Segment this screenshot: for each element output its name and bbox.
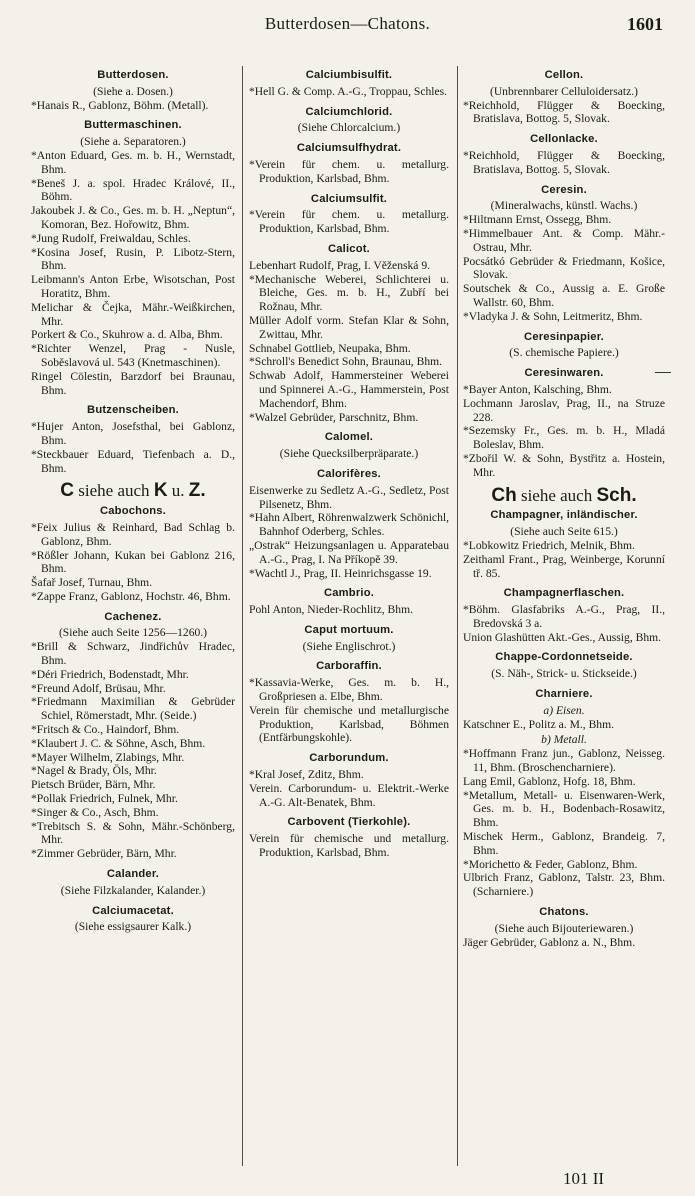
firm-entry: *Mayer Wilhelm, Zlabings, Mhr. [31, 750, 185, 764]
firm-entry: *Verein für chem. u. metallurg. Produktion, Karlsbad, Bhm. [249, 208, 449, 236]
see-also-note: (Unbrennbarer Celluloidersatz.) [489, 84, 639, 98]
firm-entry: *Hanais R., Gablonz, Böhm. (Metall). [31, 98, 209, 112]
firm-entry: Pohl Anton, Nieder-Rochlitz, Bhm. [249, 603, 413, 617]
firm-entry: Lochmann Jaroslav, Prag, II., na Struze 228. [463, 396, 665, 424]
firm-entry: Verein für chemische und metallurg. Produktion, Karlsbad, Bhm. [249, 832, 449, 860]
firm-entry: Mischek Herm., Gablonz, Brandeig. 7, Bhm. [463, 830, 665, 857]
banner-part: Ch [491, 484, 517, 506]
category-heading: Calciumchlorid. [305, 105, 393, 118]
firm-entry: *Metallum, Metall- u. Eisenwaren-Werk, Ges. m. b. H., Bodenbach-Rosawitz, Bhm. [463, 788, 665, 830]
see-also-note: (Siehe auch Bijouteriewaren.) [494, 921, 634, 935]
banner-part: u. [171, 481, 185, 501]
category-heading: Cellon. [544, 69, 584, 81]
cross-reference-banner [463, 484, 665, 506]
firm-entry: *Bayer Anton, Kalsching, Bhm. [463, 382, 612, 396]
category-heading: Caput mortuum. [304, 623, 394, 636]
category-heading: Cellonlacke. [530, 133, 598, 146]
firm-entry: Lang Emil, Gablonz, Hofg. 18, Bhm. [463, 774, 636, 788]
firm-entry: *Freund Adolf, Brüsau, Mhr. [31, 681, 166, 695]
banner-part: siehe auch [78, 481, 150, 501]
see-also-note: (S. chemische Papiere.) [509, 346, 619, 360]
firm-entry: Soutschek & Co., Aussig a. E. Große Wallstr. 60, Bhm. [463, 282, 665, 309]
column-3 [463, 62, 665, 1167]
firm-entry: Šafař Josef, Turnau, Bhm. [31, 576, 153, 590]
category-heading: Carbovent (Tierkohle). [287, 816, 411, 829]
category-heading: Ceresinwaren. [524, 367, 604, 380]
firm-entry: Verein. Carborundum- u. Elektrit.-Werke A.-G. Alt-Benatek, Bhm. [249, 781, 449, 809]
column-1 [31, 62, 235, 1167]
firm-entry: *Zimmer Gebrüder, Bärn, Mhr. [31, 847, 177, 861]
category-heading: Carboraffin. [316, 660, 382, 673]
firm-entry: *Schroll's Benedict Sohn, Braunau, Bhm. [249, 355, 443, 369]
directory-columns [31, 62, 665, 1172]
category-heading: Buttermaschinen. [84, 119, 182, 132]
firm-entry: „Ostrak“ Heizungsanlagen u. Apparatebau A.-G., Prag, I. Na Příkopě 39. [249, 538, 449, 566]
firm-entry: *Friedmann Maximilian & Gebrüder Schiel, Römerstadt, Mhr. (Seide.) [31, 695, 235, 723]
category-heading: Butzenscheiben. [87, 404, 179, 417]
firm-entry: Schwab Adolf, Hammersteiner Weberei und Spinnerei A.-G., Hammerstein, Post Machendorf, Bhm. [249, 369, 449, 410]
firm-entry: *Kosina Josef, Rusin, P. Libotz-Stern, Bhm. [31, 245, 235, 273]
firm-entry: Müller Adolf vorm. Stefan Klar & Sohn, Zwittau, Mhr. [249, 313, 449, 341]
running-title: Butterdosen—Chatons. [264, 14, 431, 33]
see-also-note: (S. Näh-, Strick- u. Stickseide.) [491, 667, 637, 681]
see-also-note: (Mineralwachs, künstl. Wachs.) [490, 199, 638, 213]
firm-entry: Melichar & Čejka, Mähr.-Weißkirchen, Mhr. [31, 300, 235, 328]
banner-part: Sch. [596, 484, 637, 506]
category-heading: Champagner, inländischer. [490, 509, 638, 522]
see-also-note: (Siehe Chlorcalcium.) [297, 121, 401, 135]
page-header [0, 14, 695, 40]
category-heading: Calander. [106, 868, 160, 881]
firm-entry: Schnabel Gottlieb, Neupaka, Bhm. [249, 341, 411, 355]
firm-entry: *Fritsch & Co., Haindorf, Bhm. [31, 723, 180, 737]
firm-entry: *Anton Eduard, Ges. m. b. H., Wernstadt, Bhm. [31, 148, 235, 176]
see-also-note: (Siehe Englischrot.) [302, 639, 396, 653]
firm-entry: *Rößler Johann, Kukan bei Gablonz 216, Bhm. [31, 548, 235, 576]
subcategory-label: b) Metall. [541, 733, 587, 747]
firm-entry: *Brill & Schwarz, Jindřichův Hradec, Bhm. [31, 640, 235, 668]
sheet-signature: 101 II [563, 1169, 605, 1188]
firm-entry: *Déri Friedrich, Bodenstadt, Mhr. [31, 667, 189, 681]
firm-entry: *Hiltmann Ernst, Ossegg, Bhm. [463, 213, 612, 227]
category-heading: Butterdosen. [97, 69, 169, 81]
see-also-note: (Siehe essigsaurer Kalk.) [74, 920, 192, 934]
category-heading: Carborundum. [309, 752, 389, 765]
category-heading: Cachenez. [104, 610, 162, 623]
category-heading: Cambrio. [323, 587, 375, 600]
category-heading: Cabochons. [99, 505, 167, 518]
category-heading: Calomel. [324, 431, 374, 444]
firm-entry: *Böhm. Glasfabriks A.-G., Prag, II., Bredovská 3 a. [463, 603, 665, 630]
banner-part: C [60, 480, 75, 502]
firm-entry: *Pollak Friedrich, Fulnek, Mhr. [31, 792, 178, 806]
see-also-note: (Siehe auch Seite 1256—1260.) [58, 626, 208, 640]
firm-entry: Lebenhart Rudolf, Prag, I. Věženská 9. [249, 258, 431, 272]
subcategory-label: a) Eisen. [543, 703, 585, 717]
firm-entry: Leibmann's Anton Erbe, Wisotschan, Post Horatitz, Bhm. [31, 273, 235, 300]
firm-entry: *Beneš J. a. spol. Hradec Králové, II., Böhm. [31, 176, 235, 204]
firm-entry: *Vladyka J. & Sohn, Leitmeritz, Bhm. [463, 309, 643, 323]
category-heading: Charniere. [535, 688, 593, 701]
firm-entry: *Hahn Albert, Röhrenwalzwerk Schönichl, Bahnhof Oderberg, Schles. [249, 511, 449, 539]
see-also-note: (Siehe auch Seite 615.) [510, 525, 618, 539]
see-also-note: (Siehe Quecksilberpräparate.) [279, 447, 419, 461]
firm-entry: *Lobkowitz Friedrich, Melnik, Bhm. [463, 538, 635, 552]
firm-entry: *Sezemsky Fr., Ges. m. b. H., Mladá Boleslav, Bhm. [463, 424, 665, 452]
category-heading: Calicot. [327, 242, 370, 255]
firm-entry: *Klaubert J. C. & Söhne, Asch, Bhm. [31, 736, 206, 750]
firm-entry: Pocsátkó Gebrüder & Friedmann, Košice, Slovak. [463, 254, 665, 282]
firm-entry: *Verein für chem. u. metallurg. Produktion, Karlsbad, Bhm. [249, 157, 449, 185]
firm-entry: Jakoubek J. & Co., Ges. m. b. H. „Neptun“, Komoran, Bez. Hořowitz, Bhm. [31, 204, 235, 231]
firm-entry: *Hujer Anton, Josefsthal, bei Gablonz, Bhm. [31, 420, 235, 447]
see-also-note: (Siehe a. Dosen.) [93, 84, 173, 98]
firm-entry: *Jung Rudolf, Freiwaldau, Schles. [31, 231, 191, 245]
firm-entry: *Feix Julius & Reinhard, Bad Schlag b. Gablonz, Bhm. [31, 520, 235, 548]
firm-entry: *Walzel Gebrüder, Parschnitz, Bhm. [249, 410, 419, 424]
page-number: 1601 [627, 14, 663, 34]
firm-entry: Ulbrich Franz, Gablonz, Talstr. 23, Bhm. (Scharniere.) [463, 871, 665, 899]
category-heading: Calorifères. [317, 467, 381, 480]
firm-entry: *Himmelbauer Ant. & Comp. Mähr.-Ostrau, Mhr. [463, 226, 665, 254]
firm-entry: *Nagel & Brady, Öls, Mhr. [31, 764, 157, 778]
banner-part: K [153, 480, 168, 502]
firm-entry: *Wachtl J., Prag, II. Heinrichsgasse 19. [249, 566, 432, 580]
firm-entry: Porkert & Co., Skuhrow a. d. Alba, Bhm. [31, 328, 223, 342]
banner-part: Z. [188, 480, 206, 502]
firm-entry: *Kral Josef, Zditz, Bhm. [249, 768, 364, 782]
firm-entry: Katschner E., Politz a. M., Bhm. [463, 717, 615, 731]
firm-entry: *Trebitsch S. & Sohn, Mähr.-Schönberg, Mhr. [31, 819, 235, 847]
firm-entry: *Zappe Franz, Gablonz, Hochstr. 46, Bhm. [31, 589, 231, 603]
category-heading: Calciumacetat. [92, 904, 174, 917]
firm-entry: *Mechanische Weberei, Schlichterei u. Bleiche, Ges. m. b. H., Zubří bei Rožnau, Mhr. [249, 272, 449, 314]
see-also-note: (Siehe a. Separatoren.) [80, 135, 186, 149]
firm-entry: *Richter Wenzel, Prag - Nusle, Soběslavová ul. 543 (Knetmaschinen). [31, 342, 235, 369]
category-heading: Champagnerflaschen. [503, 587, 625, 600]
firm-entry: Zeithaml Frant., Prag, Weinberge, Korunní tř. 85. [463, 552, 665, 580]
category-heading: Chappe-Cordonnetseide. [495, 651, 633, 664]
column-2 [249, 62, 449, 1167]
firm-entry: *Reichhold, Flügger & Boecking, Bratislava, Bottog. 5, Slovak. [463, 98, 665, 126]
firm-entry: *Morichetto & Feder, Gablonz, Bhm. [463, 857, 638, 871]
firm-entry: *Reichhold, Flügger & Boecking, Bratislava, Bottog. 5, Slovak. [463, 148, 665, 176]
see-also-note: (Siehe Filzkalander, Kalander.) [60, 883, 206, 897]
firm-entry: Ringel Cölestin, Barzdorf bei Braunau, Bhm. [31, 369, 235, 397]
firm-entry: Union Glashütten Akt.-Ges., Aussig, Bhm. [463, 630, 662, 644]
category-heading: Calciumsulfhydrat. [296, 142, 402, 155]
firm-entry: Verein für chemische und metallurgische Produktion, Karlsbad, Böhmen (Entfärbungskohle). [249, 703, 449, 745]
firm-entry: *Singer & Co., Asch, Bhm. [31, 805, 159, 819]
firm-entry: *Zbořil W. & Sohn, Bystřitz a. Hostein, Mhr. [463, 451, 665, 479]
category-heading: Ceresinpapier. [524, 330, 604, 343]
banner-part: siehe auch [520, 485, 593, 505]
category-heading: Calciumbisulfit. [305, 69, 393, 81]
cross-reference-banner [31, 480, 235, 502]
firm-entry: *Hoffmann Franz jun., Gablonz, Neisseg. 11, Bhm. (Broschencharniere). [463, 747, 665, 775]
firm-entry: Eisenwerke zu Sedletz A.-G., Sedletz, Post Pilsenetz, Bhm. [249, 483, 449, 511]
firm-entry: Pietsch Brüder, Bärn, Mhr. [31, 778, 156, 792]
firm-entry: Jäger Gebrüder, Gablonz a. N., Bhm. [463, 935, 636, 949]
firm-entry: *Hell G. & Comp. A.-G., Troppau, Schles. [249, 84, 448, 98]
firm-entry: *Steckbauer Eduard, Tiefenbach a. D., Bhm. [31, 447, 235, 475]
category-heading: Chatons. [539, 906, 589, 919]
firm-entry: *Kassavia-Werke, Ges. m. b. H., Großpriesen a. Elbe, Bhm. [249, 676, 449, 704]
category-heading: Calciumsulfit. [310, 192, 388, 205]
category-heading: Ceresin. [541, 183, 587, 196]
